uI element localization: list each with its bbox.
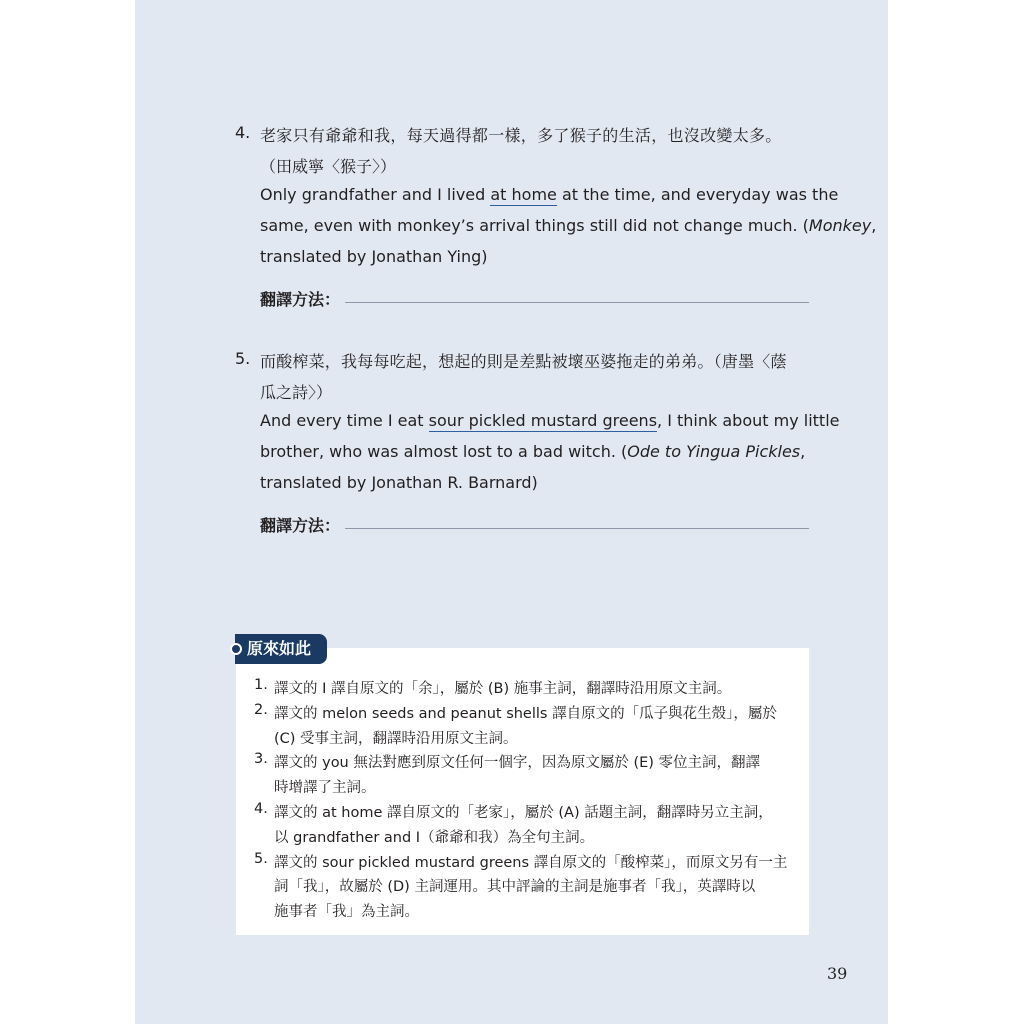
answer-item-number: 2.: [254, 701, 268, 718]
answer-item-text: (C) 受事主詞，翻譯時沿用原文主詞。: [274, 730, 518, 747]
item-number: 4.: [235, 123, 251, 142]
work-title: Ode to Yingua Pickles: [627, 442, 801, 461]
english-translation-line: translated by Jonathan Ying): [260, 247, 488, 266]
answer-item-text: 譯文的 you 無法對應到原文任何一個字，因為原文屬於 (E) 零位主詞，翻譯: [274, 755, 761, 772]
english-translation-line: translated by Jonathan R. Barnard): [260, 473, 538, 492]
underlined-phrase: sour pickled mustard greens: [428, 411, 658, 430]
bullet-dot-icon: [230, 643, 242, 655]
chinese-sentence: 而酸榨菜，我每每吃起，想起的則是差點被壞巫婆拖走的弟弟。（唐墨〈蔭: [260, 352, 787, 371]
underlined-phrase: at home: [490, 185, 557, 204]
answer-item-text: 譯文的 melon seeds and peanut shells 譯自原文的「瓜子與花生殼」，屬於: [274, 705, 777, 722]
page-number: 39: [827, 964, 848, 983]
answer-blank-line[interactable]: [345, 302, 809, 303]
translation-method-label: 翻譯方法：: [260, 290, 341, 309]
answer-item-text: 詞「我」，故屬於 (D) 主詞運用。其中評論的主詞是施事者「我」，英譯時以: [274, 879, 756, 896]
answer-blank-line[interactable]: [345, 528, 809, 529]
answer-item-text: 以 grandfather and I（爺爺和我）為全句主詞。: [274, 829, 595, 846]
answer-item-number: 3.: [254, 751, 268, 768]
answer-item-text: 時增譯了主詞。: [274, 780, 376, 797]
translation-method-label: 翻譯方法：: [260, 516, 341, 535]
chinese-source: （田威寧〈猴子〉）: [260, 157, 397, 176]
answer-item-text: 譯文的 I 譯自原文的「余」，屬於 (B) 施事主詞，翻譯時沿用原文主詞。: [274, 681, 732, 697]
english-translation-line: brother, who was almost lost to a bad witch. (Ode to Yingua Pickles,: [260, 442, 806, 461]
chinese-sentence: 老家只有爺爺和我，每天過得都一樣，多了猴子的生活，也沒改變太多。: [260, 126, 782, 145]
answer-item-text: 譯文的 at home 譯自原文的「老家」，屬於 (A) 話題主詞，翻譯時另立主詞，: [274, 805, 773, 821]
answer-box-title: 原來如此: [235, 634, 327, 664]
answer-item-text: 譯文的 sour pickled mustard greens 譯自原文的「酸榨菜」，而原文另有一主: [274, 854, 788, 871]
answer-item-number: 4.: [254, 801, 268, 817]
answer-item-text: 施事者「我」為主詞。: [274, 904, 419, 921]
english-translation-line: And every time I eat sour pickled mustard greens, I think about my little: [260, 411, 840, 430]
item-number: 5.: [235, 349, 251, 368]
chinese-source: 瓜之詩〉）: [260, 383, 333, 402]
answer-item-number: 1.: [254, 677, 268, 693]
work-title: Monkey: [808, 216, 872, 235]
answer-item-number: 5.: [254, 850, 268, 867]
english-translation-line: Only grandfather and I lived at home at the time, and everyday was the: [260, 185, 839, 204]
english-translation-line: same, even with monkey’s arrival things still did not change much. (Monkey,: [260, 216, 877, 235]
